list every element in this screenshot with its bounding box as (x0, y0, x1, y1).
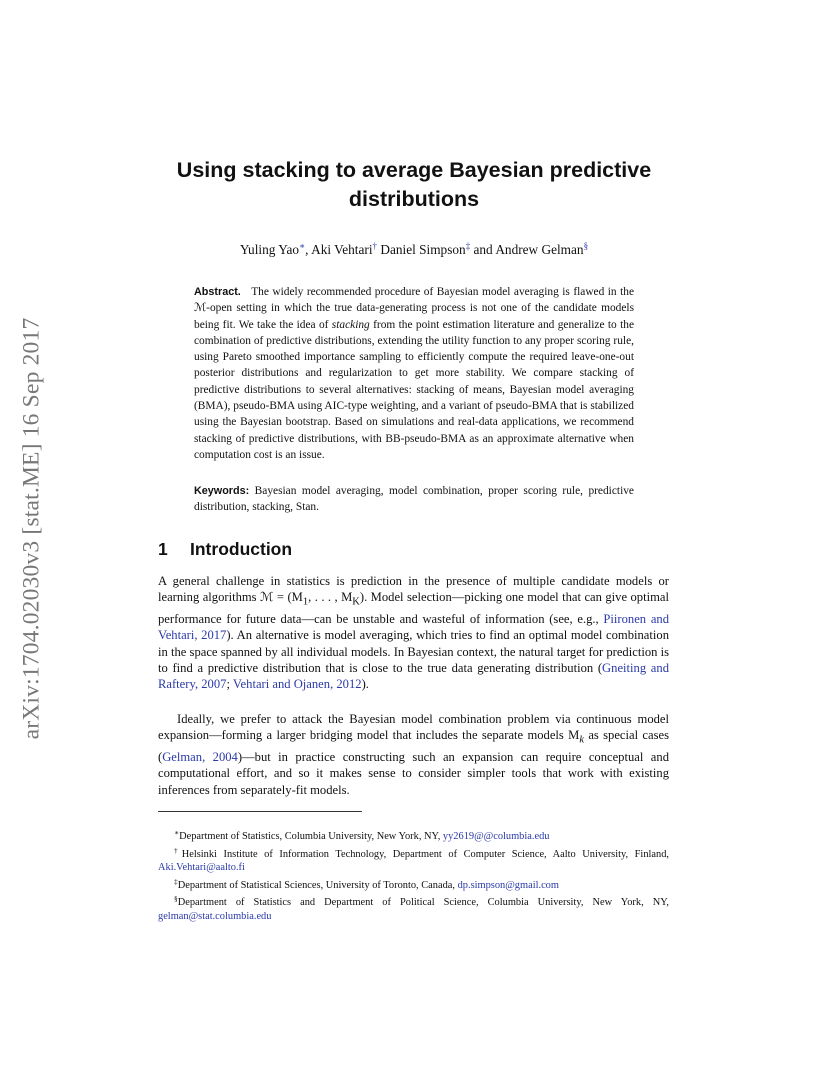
title-line-2: distributions (348, 187, 480, 211)
arxiv-side-stamp (12, 283, 52, 773)
footnotes (158, 826, 669, 924)
abstract-label: Abstract. (194, 286, 241, 298)
author-name: Aki Vehtari (311, 242, 373, 257)
math-subscript: 1 (302, 596, 309, 608)
section-number: 1 (158, 539, 168, 559)
abstract (194, 284, 634, 463)
email-link[interactable]: Aki.Vehtari@aalto.fi (158, 862, 245, 874)
footnote-text: Department of Statistical Sciences, University of Toronto, Canada, (177, 879, 458, 891)
section-heading (158, 539, 292, 560)
paragraph-text: ). (361, 677, 369, 692)
author-footnote-mark[interactable]: † (372, 241, 378, 251)
paragraph-text: ; (226, 677, 233, 692)
footnote (158, 844, 669, 875)
footnote-text: Department of Statistics, Columbia University, New York, NY, (179, 831, 443, 842)
keywords (194, 483, 634, 516)
footnote-text: Department of Statistics and Department of Political Science, Columbia University, New York, NY, (177, 897, 669, 909)
footnote-divider (158, 811, 362, 812)
math-subscript: k (579, 734, 585, 746)
footnote-mark: § (174, 894, 178, 904)
paragraph-text: , . . . , M (308, 590, 353, 605)
author-list (150, 241, 678, 258)
intro-paragraph-1 (158, 573, 669, 692)
paragraph-text: ). Model selection—picking one model that can give optimal performance for future data—can be unstable and wasteful of information (see, e.g., (158, 590, 669, 627)
abstract-emphasis: stacking (331, 318, 370, 331)
paper-title (150, 156, 678, 214)
author-name: Andrew Gelman (495, 242, 584, 257)
email-link[interactable]: yy2619@@columbia.edu (442, 831, 550, 842)
abstract-text: from the point estimation literature and generalize to the combination of predictive distributions, extending the utility function to any proper scoring rule, using Pareto smoothed importance sampling to efficiently compute the required leave-one-out posterior distributions and regularization to get more stability. We compare stacking of predictive distributions to several alternatives: stacking of means, Bayesian model averaging (BMA), pseudo-BMA using AIC-type weighting, and a variant of pseudo-BMA that is stabilized using the Bayesian bootstrap. Based on simulations and real-data applications, we recommend stacking of predictive distributions, with BB-pseudo-BMA as an approximate alternative when computation cost is an issue. (194, 318, 634, 461)
paragraph-text: Ideally, we prefer to attack the Bayesian model combination problem via continuous model expansion—forming a larger bridging model that includes the separate models M (158, 712, 669, 743)
author-footnote-mark[interactable]: ‡ (465, 241, 471, 251)
title-line-1: Using stacking to average Bayesian predictive (176, 158, 652, 182)
author-footnote-mark[interactable]: ∗ (299, 241, 306, 251)
author-separator: and (470, 242, 496, 257)
author-name: Yuling Yao (239, 242, 300, 257)
paragraph-text: as special cases ( (158, 728, 669, 765)
intro-paragraph-2 (158, 711, 669, 798)
author-name: Daniel Simpson (380, 242, 466, 257)
paragraph-text: ). An alternative is model averaging, which tries to find an optimal model combination in the space spanned by all individual models. In Bayesian context, the natural target for prediction is to find a predictive distribution that is close to the true data generating distribution ( (158, 628, 669, 675)
footnote-mark: ‡ (174, 876, 178, 886)
arxiv-identifier: arXiv:1704.02030v3 [stat.ME] 16 Sep 2017 (18, 317, 45, 739)
email-link[interactable]: dp.simpson@gmail.com (457, 879, 559, 891)
section-title: Introduction (190, 539, 293, 559)
keywords-text: Bayesian model averaging, model combination, proper scoring rule, predictive distribution, stacking, Stan. (194, 485, 634, 514)
email-link[interactable]: gelman@stat.columbia.edu (158, 910, 272, 922)
footnote-mark: ∗ (174, 828, 180, 837)
citation-link[interactable]: Gelman, 2004 (162, 750, 238, 765)
keywords-label: Keywords: (194, 485, 250, 497)
citation-link[interactable]: Vehtari and Ojanen, 2012 (232, 677, 362, 692)
paragraph-text: A general challenge in statistics is prediction in the presence of multiple candidate models or learning algorithms ℳ = (M (158, 574, 669, 605)
footnote (158, 875, 669, 893)
footnote-mark: † (174, 845, 182, 855)
footnote-text: Helsinki Institute of Information Technology, Department of Computer Science, Aalto University, Finland, (181, 848, 670, 860)
citation-link[interactable]: Gneiting and Raftery, 2007 (158, 660, 669, 692)
paragraph-text: )—but in practice constructing such an expansion can require conceptual and computational effort, and so it makes sense to consider simpler tools that work with existing inferences from separately-fit models. (158, 750, 669, 797)
author-separator: , (305, 242, 312, 257)
footnote (158, 892, 669, 923)
author-footnote-mark[interactable]: § (583, 241, 589, 251)
abstract-text: The widely recommended procedure of Bayesian model averaging is flawed in the ℳ-open setting in which the true data-generating process is not one of the candidate models being fit. We take the idea of (194, 286, 634, 331)
footnote (158, 826, 669, 844)
math-subscript: K (352, 596, 360, 608)
citation-link[interactable]: Piironen and Vehtari, 2017 (158, 612, 669, 643)
